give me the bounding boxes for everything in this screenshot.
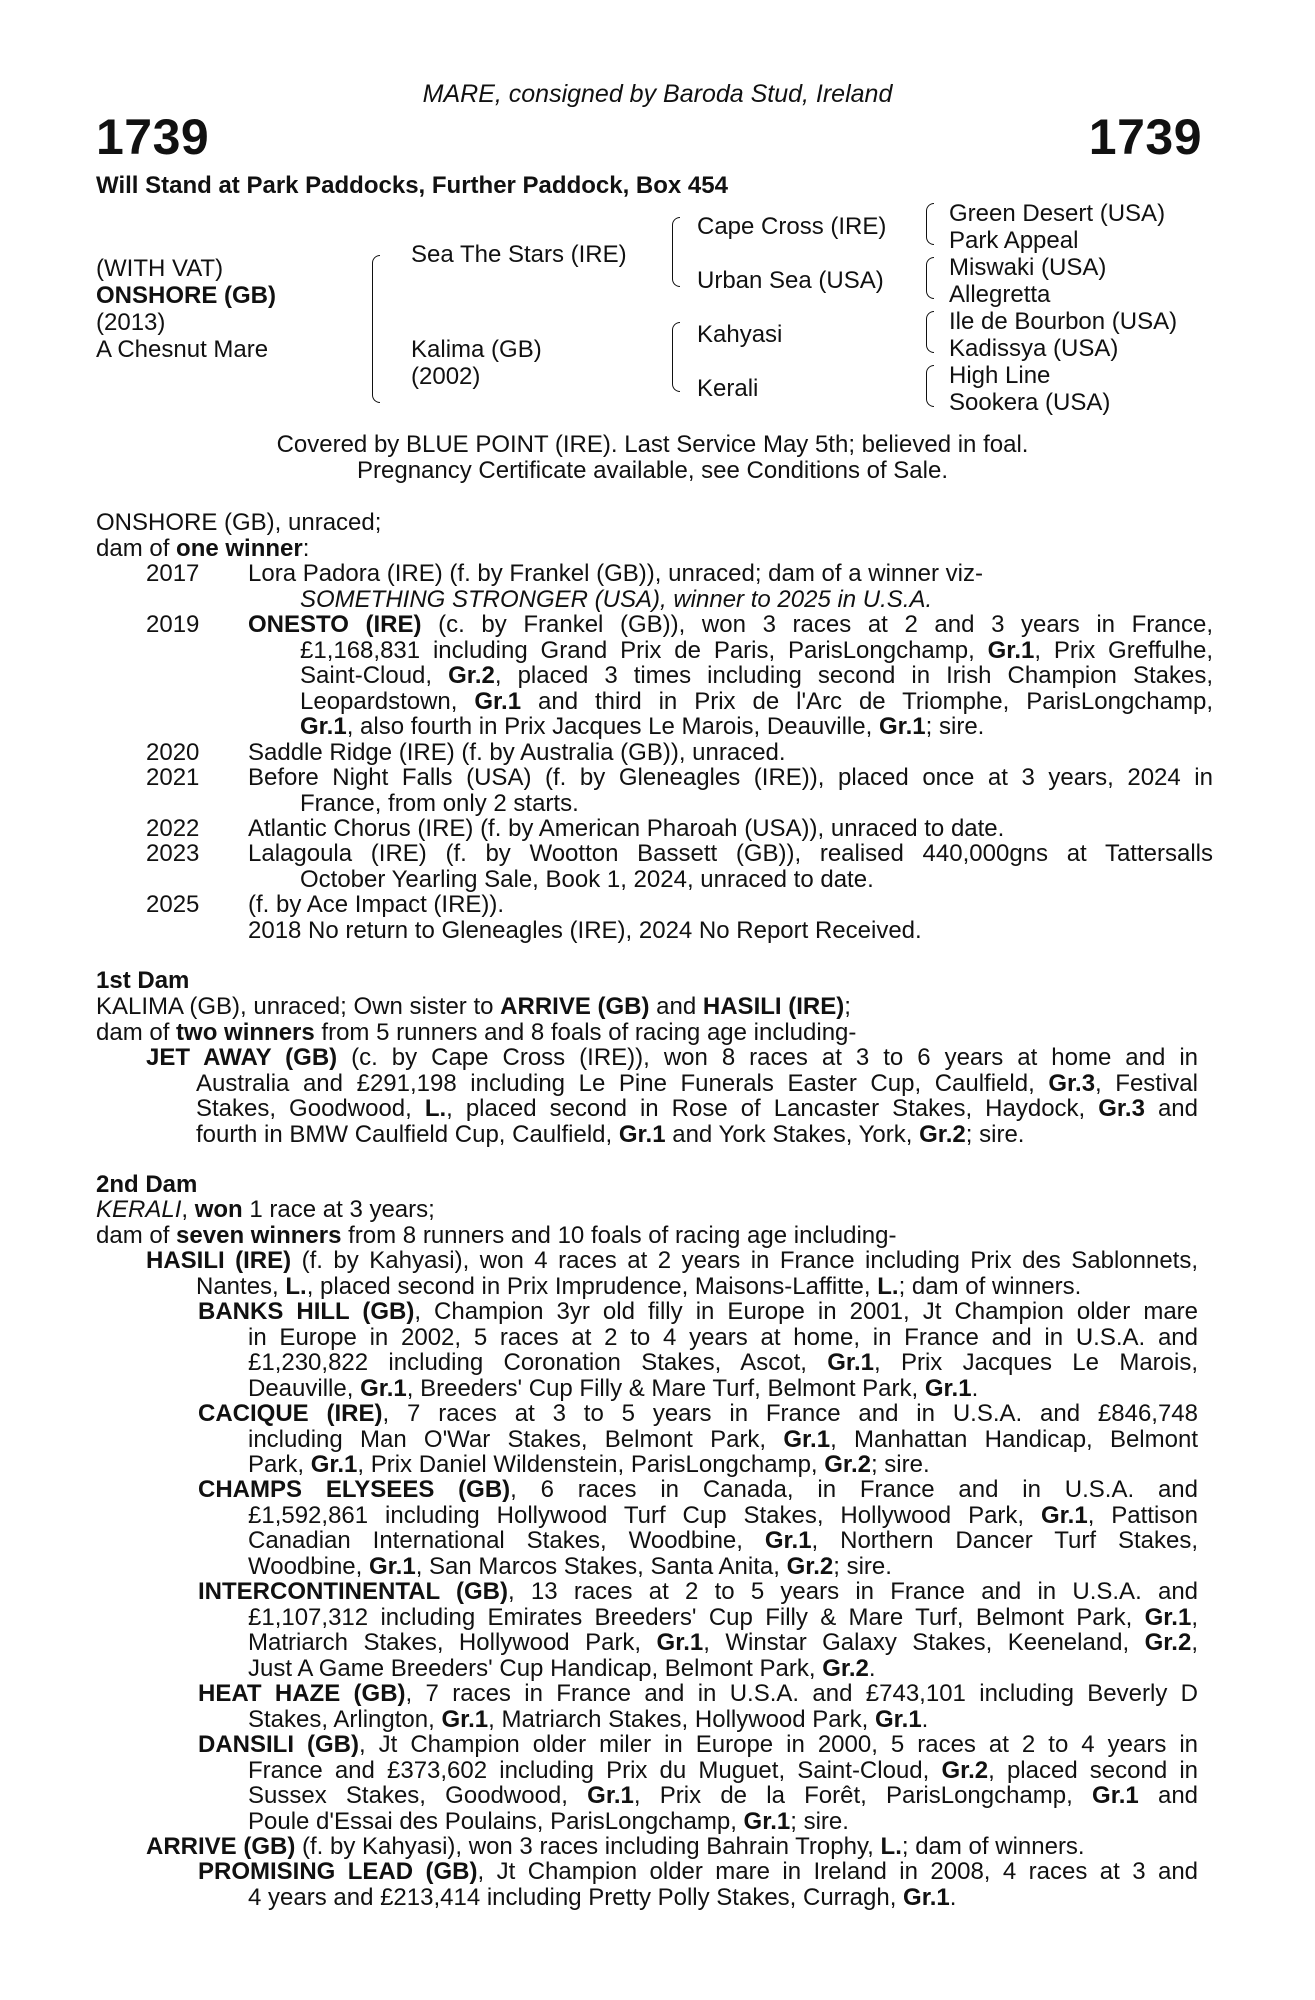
dam: Kalima (GB) [411,336,542,363]
produce-text [248,740,1213,766]
entry-line [198,1605,1198,1631]
produce-line [248,612,1213,638]
horse-name-hasili: HASILI (IRE) [702,993,845,1020]
horse-name-dansili: DANSILI (GB) [198,1731,359,1758]
text-span: Leopardstown, [300,687,475,715]
pedigree-brace-4 [926,203,934,245]
text-span: , Winstar Galaxy Stakes, Keeneland, [703,1629,1145,1656]
consignment-line: MARE, consigned by Baroda Stud, Ireland [422,80,893,108]
pedigree-brace-7 [926,365,934,407]
sire-dam: Urban Sea (USA) [697,267,884,294]
grade: Gr.1 [360,1374,407,1402]
text-span: KALIMA (GB), unraced; Own sister to [96,993,501,1020]
produce-row-2019 [96,612,1216,742]
grade: L. [880,1833,902,1860]
ancestor-7: High Line [949,362,1051,389]
text-span: £1,107,312 including Emirates Breeders' Cup Filly & Mare Turf, Belmont Park, [248,1603,1145,1631]
grade: L. [285,1272,307,1300]
produce-intro-line-2 [96,536,381,562]
horse-name-onesto: ONESTO (IRE) [248,611,422,638]
vat-label: (WITH VAT) [96,255,224,282]
text-span: Nantes, [196,1272,286,1300]
text-span: (f. by Kahyasi), won 4 races at 2 years in France including Prix des Sablonnets, [291,1247,1199,1274]
produce-year: 2021 [146,764,200,791]
text-span: , 13 races at 2 to 5 years in France and in U.S.A. and [508,1578,1199,1605]
text-span: Stakes, Arlington, [248,1705,442,1733]
grade: Gr.2 [919,1120,966,1148]
text-span: Australia and £291,198 including Le Pine Funerals Easter Cup, Caulfield, [196,1069,1049,1097]
text-span: : [302,534,310,562]
grade: Gr.1 [368,1552,416,1580]
text-span: fourth in BMW Caulfield Cup, Caulfield, [196,1120,619,1148]
text-span: Stakes, Goodwood, [196,1095,425,1122]
horse-name-promising-lead: PROMISING LEAD (GB) [198,1858,478,1885]
text-span: Saint-Cloud, [300,662,449,689]
produce-text [248,816,1213,842]
text-span: , Festival [1095,1069,1198,1097]
text-span: (c. by Cape Cross (IRE)), won 8 races at 3 to 6 years at home and in [337,1044,1199,1071]
pedigree-brace-1 [372,255,380,403]
grade: Gr.2 [822,1654,869,1682]
text-span: France and £373,602 including Prix du Muguet, Saint-Cloud, [248,1756,942,1784]
text-span: from 5 runners and 8 foals of racing age including- [314,1018,857,1046]
produce-line: Saddle Ridge (IRE) (f. by Australia (GB)), unraced. [248,739,786,766]
entry-line [146,1071,1198,1097]
horse-description: A Chesnut Mare [96,336,269,363]
produce-line: Lalagoula (IRE) (f. by Wootton Bassett (GB)), realised 440,000gns at Tattersalls [248,840,1213,867]
text-span: , also fourth in Prix Jacques Le Marois, Deauville, [346,713,879,740]
produce-line: France, from only 2 starts. [300,789,579,817]
text-span: and [649,993,703,1020]
text-span: , Prix Jacques Le Marois, [873,1349,1199,1376]
grade: Gr.1 [618,1120,666,1148]
text-span: . [921,1705,929,1733]
sire-sire: Cape Cross (IRE) [697,213,887,240]
horse-name-arrive: ARRIVE (GB) [146,1833,296,1860]
grade: Gr.1 [474,687,522,715]
text-span: £1,168,831 including Grand Prix de Paris, ParisLongchamp, [300,636,988,664]
grade: Gr.3 [1098,1095,1145,1122]
horse-name-intercontinental: INTERCONTINENTAL (GB) [198,1578,508,1605]
grade: Gr.2 [1144,1629,1192,1656]
pedigree-brace-3 [672,322,680,392]
horse-name-hasili: HASILI (IRE) [146,1247,292,1274]
text-span: 4 years and £213,414 including Pretty Polly Stakes, Curragh, [248,1883,904,1911]
entry-line [198,1783,1198,1809]
second-dam-line-2 [96,1223,1216,1249]
text-span: , Northern Dancer Turf Stakes, [811,1527,1198,1554]
produce-line: 2018 No return to Gleneagles (IRE), 2024 No Report Received. [248,916,922,944]
first-dam-summary [96,994,1216,1045]
banks-hill-entry [198,1299,1198,1401]
entry-line [198,1503,1198,1529]
grade: Gr.1 [310,1451,358,1478]
horse-name-champs-elysees: CHAMPS ELYSEES (GB) [198,1476,511,1503]
entry-line [146,1248,1198,1274]
cacique-entry [198,1401,1198,1478]
produce-line: October Yearling Sale, Book 1, 2024, unraced to date. [300,865,874,893]
text-span: , placed 3 times including second in Irish Champion Stakes, [494,662,1213,689]
text-span: , Jt Champion older mare in Ireland in 2008, 4 races at 3 and [477,1858,1199,1885]
entry-line [198,1732,1198,1758]
grade: Gr.1 [924,1374,972,1402]
text-span: Matriarch Stakes, Hollywood Park, [248,1629,657,1656]
text-span: 1 race at 3 years; [242,1196,435,1223]
grade: Gr.1 [878,713,926,740]
text-span: , Prix de la Forêt, ParisLongchamp, [633,1782,1093,1809]
pedigree-brace-6 [926,311,934,353]
ancestor-3: Miswaki (USA) [949,254,1107,281]
produce-year: 2025 [146,891,200,918]
produce-row-2022 [96,816,1216,842]
entry-line [198,1427,1198,1453]
produce-intro [96,510,381,561]
pedigree-brace-2 [672,217,680,287]
entry-line [198,1554,1198,1580]
entry-line [198,1656,1198,1682]
text-span: Poule d'Essai des Poulains, ParisLongchamp, [248,1807,744,1835]
produce-line [248,663,1213,689]
grade: Gr.1 [764,1527,812,1554]
entry-line [198,1681,1198,1707]
entry-line [198,1885,1198,1911]
second-dam-summary [96,1197,1216,1248]
text-span: Just A Game Breeders' Cup Handicap, Belmont Park, [248,1654,823,1682]
produce-text [248,841,1213,892]
horse-name-heat-haze: HEAT HAZE (GB) [198,1680,406,1707]
text-span: (c. by Frankel (GB)), won 3 races at 2 and 3 years in France, [421,611,1213,638]
produce-text [248,765,1213,816]
intercontinental-entry [198,1579,1198,1681]
entry-line: in Europe in 2002, 5 races at 2 to 4 years at home, in France and in U.S.A. and [248,1323,1198,1351]
text-span: Park, [248,1451,311,1478]
horse-name-cacique: CACIQUE (IRE) [198,1400,383,1427]
text-span: , Prix Greffulhe, [1034,636,1213,664]
text-span: ; dam of winners. [901,1833,1085,1860]
entry-line [198,1299,1198,1325]
produce-line: Atlantic Chorus (IRE) (f. by American Pharoah (USA)), unraced to date. [248,815,1005,842]
text-span: ; dam of winners. [898,1272,1082,1300]
text-span: , Pattison [1087,1501,1198,1529]
dam-dam: Kerali [697,375,759,402]
produce-line: (f. by Ace Impact (IRE)). [248,891,505,918]
text-span: , placed second in [988,1756,1199,1784]
text-span: , [1191,1603,1198,1631]
text-span: and [1138,1782,1199,1809]
text-span: , Breeders' Cup Filly & Mare Turf, Belmont Park, [406,1374,925,1402]
text-span: , [181,1196,195,1223]
grade: Gr.1 [743,1807,791,1835]
ancestor-8: Sookera (USA) [949,389,1111,416]
text-span: ; [844,993,851,1020]
winner-count: seven winners [176,1221,342,1249]
text-span: dam of [96,1018,177,1046]
text-span: , placed second in Rose of Lancaster Stakes, Haydock, [446,1095,1099,1122]
grade: Gr.1 [1092,1782,1139,1809]
produce-row-2025 [96,892,1216,944]
produce-year: 2019 [146,611,200,638]
produce-year: 2017 [146,560,200,587]
text-span: ; sire. [870,1451,930,1478]
entry-line [198,1579,1198,1605]
text-span: ; sire. [965,1120,1025,1148]
ancestor-6: Kadissya (USA) [949,335,1119,362]
text-span: ; sire. [925,713,985,740]
text-span: including Man O'War Stakes, Belmont Park, [248,1425,784,1453]
produce-text [248,892,1213,943]
text-span: , [1191,1629,1198,1656]
text-span: £1,592,861 including Hollywood Turf Cup Stakes, Hollywood Park, [248,1501,1041,1529]
entry-line [198,1758,1198,1784]
covered-note [0,432,1305,484]
produce-row-2020 [96,740,1216,766]
produce-year: 2020 [146,739,200,766]
produce-line: SOMETHING STRONGER (USA), winner to 2025 in U.S.A. [300,585,933,613]
text-span: , Jt Champion older miler in Europe in 2000, 5 races at 2 to 4 years in [358,1731,1198,1758]
text-span: and York Stakes, York, [665,1120,920,1148]
grade: Gr.1 [1144,1603,1192,1631]
text-span: , 7 races at 3 to 5 years in France and in U.S.A. and £846,748 [382,1400,1198,1427]
grade: L. [877,1272,899,1300]
entry-line [198,1477,1198,1503]
text-span: (f. by Kahyasi), won 3 races including Bahrain Trophy, [295,1833,881,1860]
text-span: Deauville, [248,1374,361,1402]
produce-intro-line-1: ONSHORE (GB), unraced; [96,509,382,536]
grade: Gr.3 [1048,1069,1096,1097]
first-dam-heading: 1st Dam [96,967,190,994]
dam-name-kerali: KERALI [96,1196,182,1223]
winner-count: one winner [176,534,303,562]
stable-location: Will Stand at Park Paddocks, Further Paddock, Box 454 [96,172,728,199]
dam-year: (2002) [411,363,481,390]
produce-text [248,561,1213,612]
text-span: Woodbine, [248,1552,369,1580]
text-span: , Prix Daniel Wildenstein, ParisLongchamp, [357,1451,825,1478]
first-dam-line-2 [96,1020,1216,1046]
dansili-entry [198,1732,1198,1834]
dam-sire: Kahyasi [697,321,783,348]
entry-line [146,1045,1198,1071]
grade: Gr.1 [874,1705,922,1733]
entry-line [198,1401,1198,1427]
text-span: dam of [96,1221,177,1249]
entry-line [146,1096,1198,1122]
entry-line [146,1274,1198,1300]
grade: Gr.2 [786,1552,834,1580]
grade: Gr.1 [783,1425,831,1453]
grade: Gr.1 [656,1629,704,1656]
covered-line-1: Covered by BLUE POINT (IRE). Last Service May 5th; believed in foal. [276,431,1029,458]
horse-name-arrive: ARRIVE (GB) [500,993,650,1020]
text-span: Sussex Stakes, Goodwood, [248,1782,588,1809]
grade: L. [424,1095,447,1122]
text-span: dam of [96,534,177,562]
text-span: , Champion 3yr old filly in Europe in 2001, Jt Champion older mare [414,1298,1199,1325]
horse-name: ONSHORE (GB) [96,282,276,309]
text-span: ; sire. [833,1552,892,1580]
grade: Gr.2 [824,1451,871,1478]
entry-line [198,1452,1198,1478]
hasili-entry [146,1248,1198,1299]
text-span: , San Marcos Stakes, Santa Anita, [415,1552,787,1580]
covered-line-2: Pregnancy Certificate available, see Conditions of Sale. [357,457,948,484]
grade: Gr.1 [300,713,347,740]
entry-line [146,1834,1198,1860]
winner-count: two winners [176,1018,315,1046]
produce-line: Before Night Falls (USA) (f. by Gleneagles (IRE)), placed once at 3 years, 2024 in [248,764,1213,791]
grade: Gr.1 [1041,1501,1088,1529]
text-span: , placed second in Prix Imprudence, Maisons-Laffitte, [306,1272,878,1300]
text-span: £1,230,822 including Coronation Stakes, Ascot, [248,1349,828,1376]
text-span: . [868,1654,876,1682]
grade: Gr.2 [448,662,495,689]
first-dam-line-1 [96,994,1216,1020]
text-span: ; sire. [790,1807,849,1835]
pedigree-brace-5 [926,257,934,299]
entry-line [198,1707,1198,1733]
arrive-entry [146,1834,1198,1860]
grade: Gr.1 [903,1883,950,1911]
entry-line [198,1528,1198,1554]
champs-elysees-entry [198,1477,1198,1579]
produce-text [248,612,1213,740]
sire: Sea The Stars (IRE) [411,241,627,268]
horse-year: (2013) [96,309,166,336]
produce-year: 2022 [146,815,200,842]
text-span: , Manhattan Handicap, Belmont [830,1425,1198,1453]
grade: Gr.1 [827,1349,874,1376]
ancestor-2: Park Appeal [949,227,1079,254]
heat-haze-entry [198,1681,1198,1732]
horse-name-banks-hill: BANKS HILL (GB) [198,1298,415,1325]
promising-lead-entry [198,1859,1198,1910]
lot-number-right: 1739 [1088,109,1202,165]
text-span: and [1144,1095,1198,1122]
grade: Gr.2 [941,1756,989,1784]
produce-line: Lora Padora (IRE) (f. by Frankel (GB)), unraced; dam of a winner viz- [248,560,983,587]
produce-line [248,638,1213,664]
produce-year: 2023 [146,840,200,867]
produce-line [248,689,1213,715]
jet-away-entry [146,1045,1198,1147]
text-span: from 8 runners and 10 foals of racing age including- [341,1221,897,1249]
entry-line [198,1350,1198,1376]
text-span: . [971,1374,979,1402]
text-span: . [949,1883,957,1911]
second-dam-heading: 2nd Dam [96,1171,198,1198]
grade: Gr.1 [441,1705,489,1733]
entry-line [198,1859,1198,1885]
entry-line [146,1122,1198,1148]
text-span: , 7 races in France and in U.S.A. and £743,101 including Beverly D [405,1680,1199,1707]
produce-line [248,714,1213,740]
text-span: Canadian International Stakes, Woodbine, [248,1527,765,1554]
produce-row-2021 [96,765,1216,817]
entry-line [198,1376,1198,1402]
text-span: and third in Prix de l'Arc de Triomphe, ParisLongchamp, [521,687,1213,715]
produce-row-2023 [96,841,1216,893]
produce-row-2017 [96,561,1216,613]
text-span: won [194,1196,243,1223]
text-span: , 6 races in Canada, in France and in U.S.A. and [510,1476,1198,1503]
text-span: , Matriarch Stakes, Hollywood Park, [488,1705,875,1733]
grade: Gr.1 [987,636,1035,664]
entry-line [198,1630,1198,1656]
ancestor-5: Ile de Bourbon (USA) [949,308,1178,335]
ancestor-1: Green Desert (USA) [949,200,1166,227]
entry-line [198,1809,1198,1835]
horse-name-jet-away: JET AWAY (GB) [146,1044,338,1071]
second-dam-line-1 [96,1197,1216,1223]
grade: Gr.1 [587,1782,634,1809]
ancestor-4: Allegretta [949,281,1051,308]
lot-number-left: 1739 [96,109,210,165]
